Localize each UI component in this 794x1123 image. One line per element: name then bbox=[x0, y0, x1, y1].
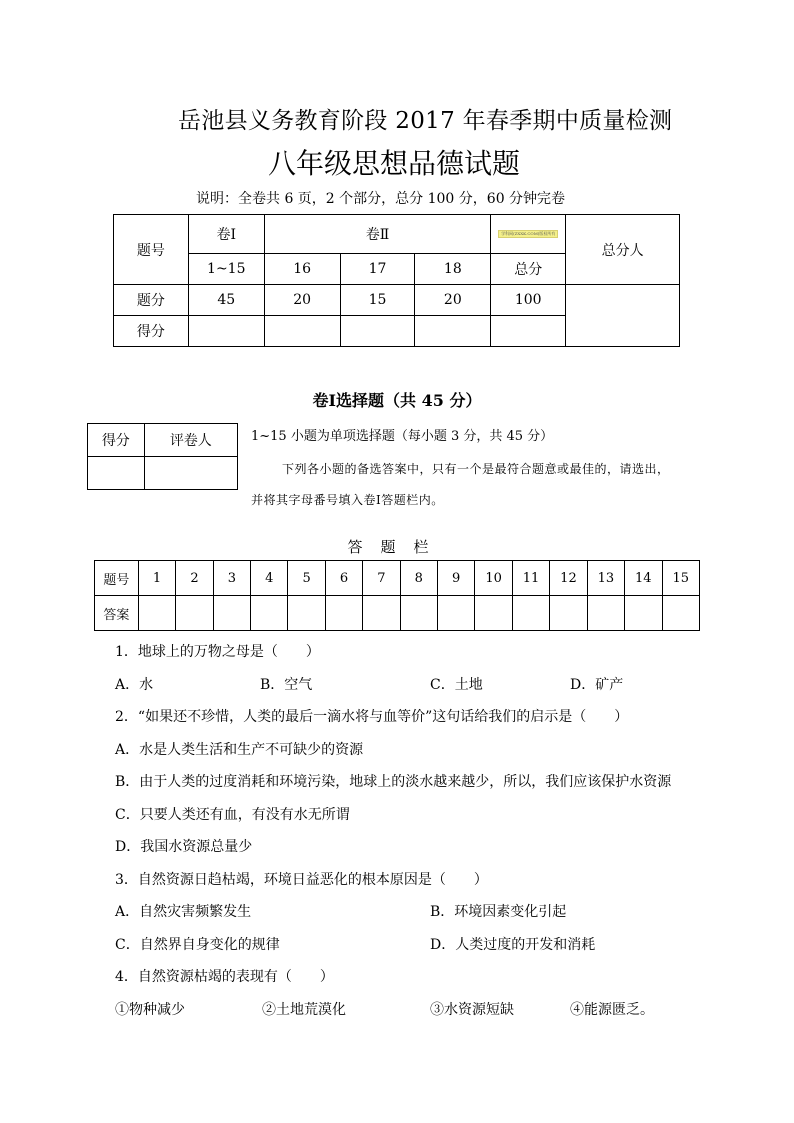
question-2-option-a: A．水是人类生活和生产不可缺少的资源 bbox=[115, 742, 364, 758]
answer-input-cell[interactable] bbox=[662, 596, 700, 631]
score-table bbox=[113, 214, 680, 347]
question-3-option-a: A．自然灾害频繁发生 bbox=[115, 904, 252, 920]
answer-table-title: 答题栏 bbox=[347, 538, 447, 556]
score-header-juan2: 卷Ⅱ bbox=[264, 215, 491, 254]
question-4-option-4: ④能源匮乏。 bbox=[570, 1002, 654, 1018]
score-value-15: 15 bbox=[340, 285, 415, 316]
question-2-option-c: C．只要人类还有血，有没有水无所谓 bbox=[115, 807, 350, 823]
score-zongfenren-blank[interactable] bbox=[566, 285, 680, 347]
answer-input-cell[interactable] bbox=[400, 596, 437, 631]
score-row-defen: 得分 bbox=[114, 316, 189, 347]
exam-instructions: 说明：全卷共 6 页，2 个部分，总分 100 分，60 分钟完卷 bbox=[196, 191, 566, 207]
answer-input-cell[interactable] bbox=[438, 596, 475, 631]
answer-number-cell: 4 bbox=[251, 561, 288, 596]
question-4: 4．自然资源枯竭的表现有（ ） bbox=[115, 969, 334, 985]
answer-input-cell[interactable] bbox=[587, 596, 624, 631]
grader-person-label: 评卷人 bbox=[144, 424, 237, 457]
answer-number-cell: 11 bbox=[512, 561, 549, 596]
answer-number-cell: 12 bbox=[550, 561, 587, 596]
answer-number-cell: 10 bbox=[475, 561, 512, 596]
answer-input-cell[interactable] bbox=[288, 596, 325, 631]
answer-number-cell: 5 bbox=[288, 561, 325, 596]
question-4-option-1: ①物种减少 bbox=[115, 1002, 185, 1018]
score-col-18: 18 bbox=[415, 254, 491, 285]
answer-input-cell[interactable] bbox=[550, 596, 587, 631]
watermark-tag: 学科网(ZXXK.COM)版权所有 bbox=[498, 230, 558, 238]
section-instruction-detail-2: 并将其字母番号填入卷Ⅰ答题栏内。 bbox=[251, 493, 444, 507]
answer-input-cell[interactable] bbox=[138, 596, 175, 631]
question-4-option-2: ②土地荒漠化 bbox=[262, 1002, 346, 1018]
answer-number-cell: 15 bbox=[662, 561, 700, 596]
score-value-20a: 20 bbox=[264, 285, 340, 316]
answer-row-label-answer: 答案 bbox=[95, 596, 139, 631]
question-2-option-b: B．由于人类的过度消耗和环境污染，地球上的淡水越来越少，所以，我们应该保护水资源 bbox=[115, 774, 672, 790]
answer-input-cell[interactable] bbox=[625, 596, 662, 631]
score-header-juan1: 卷Ⅰ bbox=[188, 215, 264, 254]
score-blank-5[interactable] bbox=[491, 316, 566, 347]
score-header-zongfen-cell bbox=[491, 215, 566, 254]
answer-row-label-number: 题号 bbox=[95, 561, 139, 596]
score-value-20b: 20 bbox=[415, 285, 491, 316]
section-title: 卷Ⅰ选择题（共 45 分） bbox=[312, 391, 482, 410]
question-2: 2．“如果还不珍惜，人类的最后一滴水将与血等价”这句话给我们的启示是（ ） bbox=[115, 709, 629, 725]
grader-score-label: 得分 bbox=[88, 424, 145, 457]
score-header-tihao: 题号 bbox=[114, 215, 189, 285]
answer-number-cell: 7 bbox=[363, 561, 400, 596]
score-header-zongfenren: 总分人 bbox=[566, 215, 680, 285]
score-col-range: 1~15 bbox=[188, 254, 264, 285]
answer-number-cell: 1 bbox=[138, 561, 175, 596]
answer-input-cell[interactable] bbox=[363, 596, 400, 631]
answer-input-cell[interactable] bbox=[325, 596, 362, 631]
answer-number-cell: 13 bbox=[587, 561, 624, 596]
exam-title: 岳池县义务教育阶段 2017 年春季期中质量检测 bbox=[178, 108, 673, 134]
answer-input-cell[interactable] bbox=[176, 596, 213, 631]
score-value-45: 45 bbox=[188, 285, 264, 316]
score-blank-4[interactable] bbox=[415, 316, 491, 347]
question-3-option-c: C．自然界自身变化的规律 bbox=[115, 937, 280, 953]
grader-person-blank[interactable] bbox=[144, 457, 237, 490]
question-1: 1．地球上的万物之母是（ ） bbox=[115, 644, 320, 660]
section-instruction-detail: 下列各小题的备选答案中，只有一个是最符合题意或最佳的，请选出， bbox=[282, 462, 670, 476]
score-col-17: 17 bbox=[340, 254, 415, 285]
answer-number-cell: 3 bbox=[213, 561, 250, 596]
answer-number-cell: 8 bbox=[400, 561, 437, 596]
score-col-zongfen: 总分 bbox=[491, 254, 566, 285]
answer-table bbox=[94, 560, 700, 631]
question-1-option-a: A．水 bbox=[115, 677, 154, 693]
answer-number-cell: 6 bbox=[325, 561, 362, 596]
question-1-option-d: D．矿产 bbox=[570, 677, 624, 693]
answer-number-cell: 14 bbox=[625, 561, 662, 596]
answer-input-cell[interactable] bbox=[475, 596, 512, 631]
section-instruction: 1~15 小题为单项选择题（每小题 3 分，共 45 分） bbox=[251, 429, 554, 444]
score-blank-3[interactable] bbox=[340, 316, 415, 347]
score-col-16: 16 bbox=[264, 254, 340, 285]
question-3: 3．自然资源日趋枯竭，环境日益恶化的根本原因是（ ） bbox=[115, 872, 488, 888]
answer-number-cell: 2 bbox=[176, 561, 213, 596]
question-4-option-3: ③水资源短缺 bbox=[430, 1002, 514, 1018]
grader-table bbox=[87, 423, 238, 490]
answer-number-cell: 9 bbox=[438, 561, 475, 596]
answer-input-cell[interactable] bbox=[251, 596, 288, 631]
question-2-option-d: D．我国水资源总量少 bbox=[115, 839, 253, 855]
score-value-100: 100 bbox=[491, 285, 566, 316]
answer-input-cell[interactable] bbox=[512, 596, 549, 631]
answer-input-cell[interactable] bbox=[213, 596, 250, 631]
question-1-option-b: B．空气 bbox=[260, 677, 313, 693]
question-3-option-b: B．环境因素变化引起 bbox=[430, 904, 567, 920]
question-1-option-c: C．土地 bbox=[430, 677, 483, 693]
score-row-tifen: 题分 bbox=[114, 285, 189, 316]
score-blank-2[interactable] bbox=[264, 316, 340, 347]
exam-subject-title: 八年级思想品德试题 bbox=[268, 147, 521, 180]
score-blank-1[interactable] bbox=[188, 316, 264, 347]
question-3-option-d: D．人类过度的开发和消耗 bbox=[430, 937, 596, 953]
grader-score-blank[interactable] bbox=[88, 457, 145, 490]
